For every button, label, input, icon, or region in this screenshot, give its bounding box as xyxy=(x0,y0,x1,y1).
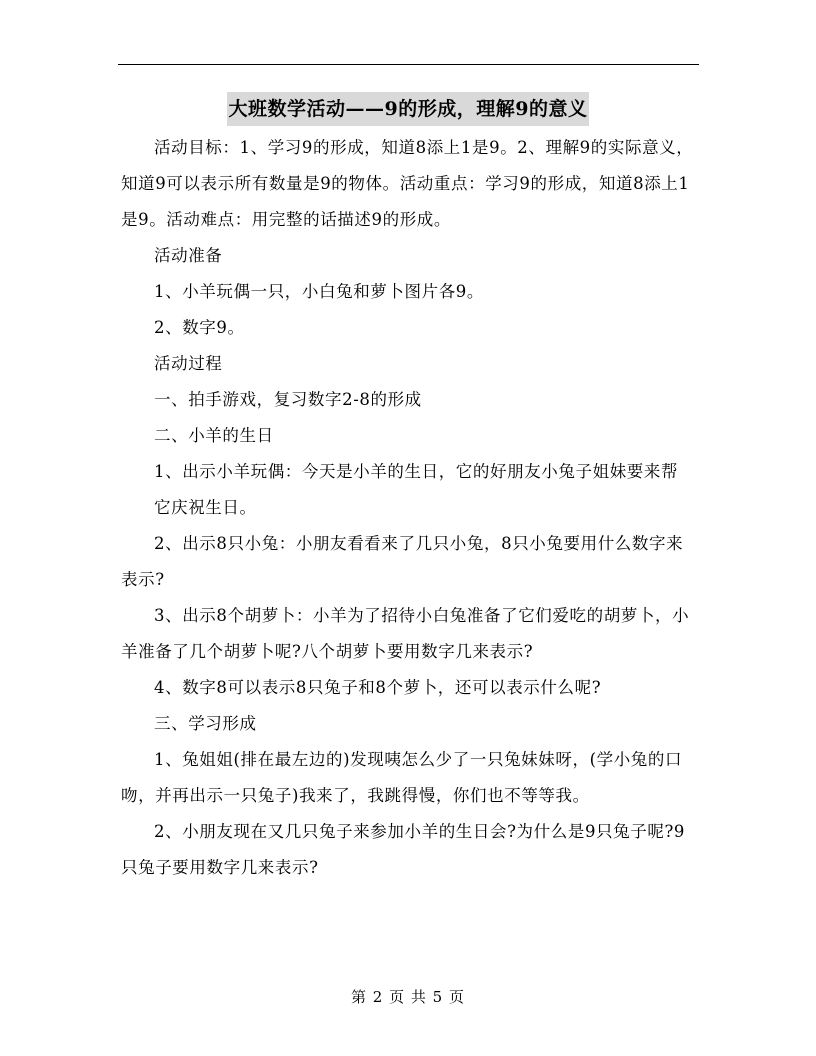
document-body xyxy=(121,130,699,886)
header-rule xyxy=(118,64,699,65)
paragraph-preparation-1: 1、小羊玩偶一只，小白兔和萝卜图片各9。 xyxy=(154,282,484,301)
paragraph-step-3-1: 1、兔姐姐(排在最左边的)发现咦怎么少了一只兔妹妹呀，(学小兔的口吻，并再出示一只兔子)我来了，我跳得慢，你们也不等等我。 xyxy=(121,750,683,805)
paragraph-step-3-2: 2、小朋友现在又几只兔子来参加小羊的生日会?为什么是9只兔子呢?9只兔子要用数字几来表示? xyxy=(121,822,685,877)
paragraph-process-heading: 活动过程 xyxy=(154,354,223,373)
paragraph-step-2-1: 1、出示小羊玩偶：今天是小羊的生日，它的好朋友小兔子姐妹要来帮 xyxy=(154,462,679,481)
page-title-wrap xyxy=(0,92,816,126)
paragraph-step-2-4: 4、数字8可以表示8只兔子和8个萝卜，还可以表示什么呢? xyxy=(154,678,602,697)
paragraph-preparation-heading: 活动准备 xyxy=(154,246,223,265)
page-title: 大班数学活动——9的形成，理解9的意义 xyxy=(227,92,590,126)
paragraph-step-2-1-cont: 它庆祝生日。 xyxy=(154,498,257,517)
paragraph-section-3: 三、学习形成 xyxy=(154,714,257,733)
page-footer: 第 2 页 共 5 页 xyxy=(351,988,465,1006)
paragraph-step-2-3: 3、出示8个胡萝卜：小羊为了招待小白兔准备了它们爱吃的胡萝卜，小羊准备了几个胡萝卜呢?八个胡萝卜要用数字几来表示? xyxy=(121,606,690,661)
paragraph-section-1: 一、拍手游戏，复习数字2-8的形成 xyxy=(154,390,422,409)
paragraph-objectives: 活动目标：1、学习9的形成，知道8添上1是9。2、理解9的实际意义，知道9可以表示所有数量是9的物体。活动重点：学习9的形成，知道8添上1是9。活动难点：用完整的话描述9的形成。 xyxy=(121,138,694,229)
paragraph-preparation-2: 2、数字9。 xyxy=(154,318,245,337)
paragraph-section-2: 二、小羊的生日 xyxy=(154,426,274,445)
paragraph-step-2-2: 2、出示8只小兔：小朋友看看来了几只小兔，8只小兔要用什么数字来表示? xyxy=(121,534,684,589)
